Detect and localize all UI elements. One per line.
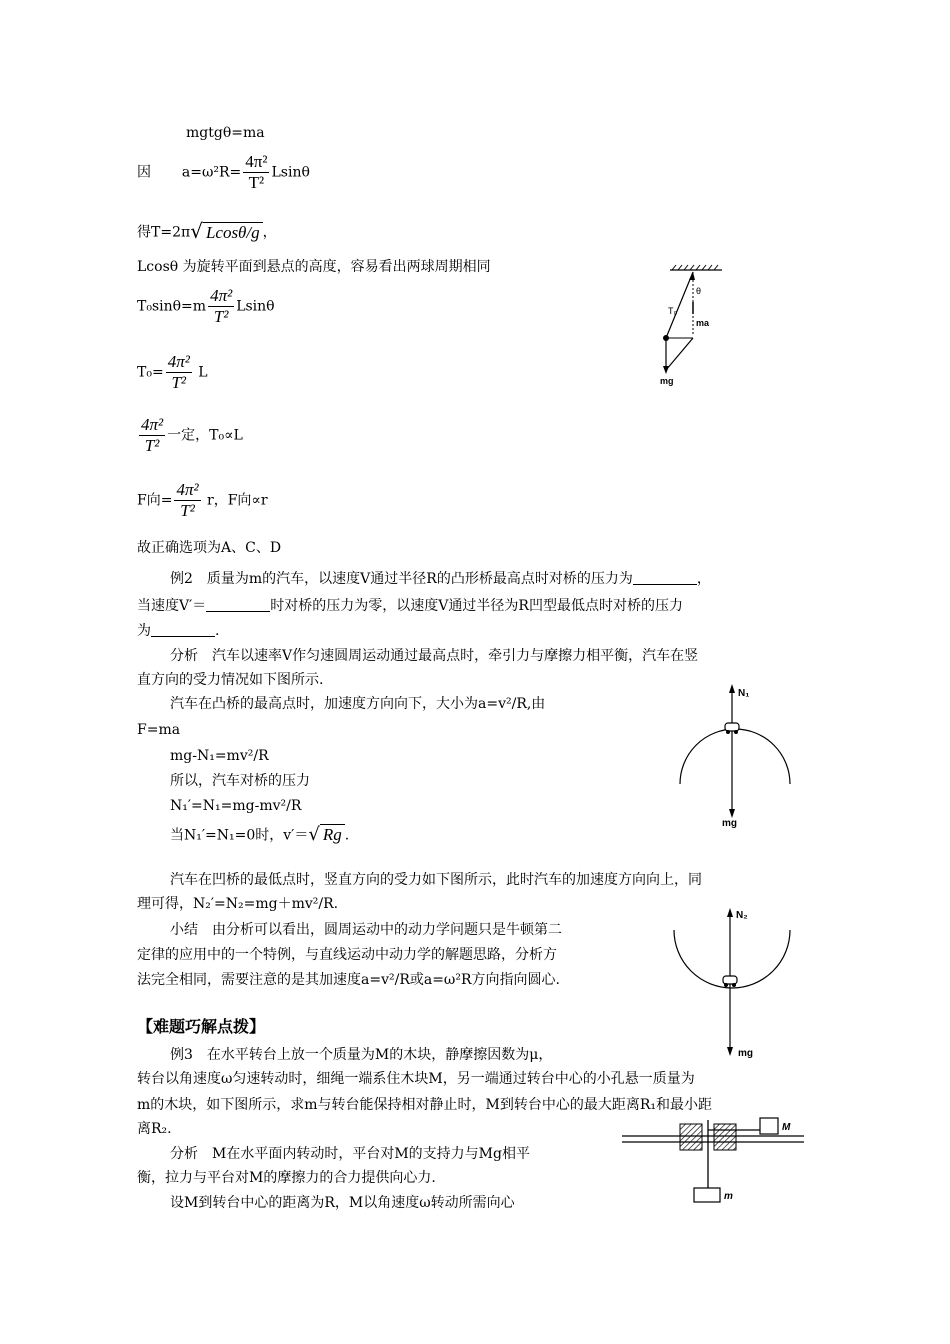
fraction: $\frac{\text{4π²}}{\text{T²}}$ [167, 352, 190, 392]
ex3-line2: 转台以角速度ω匀速转动时，细绳一端系住木块M，另一端通过转台中心的小孔悬一质量为 [137, 1071, 695, 1087]
ex3-analysis-2: 衡，拉力与平台对M的摩擦力的合力提供向心力. [137, 1170, 436, 1186]
eq-force: F向= $\frac{\text{4π²}}{\text{T²}}$ r，F向∝r [137, 480, 268, 520]
fraction: $\frac{\text{4π²}}{\text{T²}}$ [210, 286, 233, 326]
ex2-analysis-2: 直方向的受力情况如下图所示. [137, 672, 324, 688]
ex2-analysis-3: 汽车在凸桥的最高点时，加速度方向向下，大小为a=v²/R,由 [170, 696, 546, 712]
normal-label: N₁ [738, 688, 750, 699]
ex2-line3: 为 . [137, 623, 220, 639]
eq-constant: $\frac{\text{4π²}}{\text{T²}}$ 一定，T₀∝L [141, 415, 243, 455]
ex2-line2: 当速度V′＝ 时对桥的压力为零，以速度V通过半径为R凹型最低点时对桥的压力 [137, 598, 683, 614]
answer-blank [151, 622, 215, 637]
eq-accel-lead: 因 [137, 164, 151, 181]
eq-t0: T₀= $\frac{\text{4π²}}{\text{T²}}$ L [137, 352, 208, 392]
ex3-line3: m的木块，如下图所示，求m与转台能保持相对静止时，M到转台中心的最大距离R₁和最小距 [137, 1097, 713, 1113]
summary-1: 小结 由分析可以看出，圆周运动中的动力学问题只是牛顿第二 [170, 922, 562, 938]
summary-3: 法完全相同，需要注意的是其加速度a=v²/R或a=ω²R方向指向圆心. [137, 972, 560, 988]
ex2-analysis-6: 所以，汽车对桥的压力 [170, 773, 310, 789]
ex3-analysis-1: 分析 M在水平面内转动时，平台对M的支持力与Mg相平 [170, 1146, 530, 1162]
fraction: $\frac{\text{4π²}}{\text{T²}}$ [141, 415, 164, 455]
eq-accel-pre: a=ω²R= [181, 164, 242, 181]
ex3-analysis-3: 设M到转台中心的距离为R，M以角速度ω转动所需向心 [170, 1195, 515, 1211]
ex2-line1: 例2 质量为m的汽车，以速度V通过半径R的凸形桥最高点时对桥的压力为 ， [170, 571, 711, 587]
ex3-line4: 离R₂. [137, 1121, 172, 1137]
concave-bridge-figure [668, 900, 798, 1062]
sqrt-symbol: √ Lcosθ/g [190, 216, 262, 249]
ex2-analysis-8: 当N₁′=N₁=0时，v′＝√ Rg . [170, 822, 349, 848]
eq-height-text: Lcosθ 为旋转平面到悬点的高度，容易看出两球周期相同 [137, 259, 491, 275]
small-mass-label: m [724, 1191, 733, 1202]
normal-label: N₂ [736, 910, 748, 921]
fraction: $\frac{\text{4π²}}{\text{T²}}$ [245, 152, 268, 192]
eq-period: 得T=2π√ Lcosθ/g ， [137, 216, 277, 246]
tension-label: T₀ [668, 306, 678, 316]
ex2-analysis-9: 汽车在凹桥的最低点时，竖直方向的受力如下图所示，此时汽车的加速度方向向上，同 [170, 872, 702, 888]
eq-tan: mgtgθ=ma [186, 125, 265, 141]
weight-label: mg [660, 376, 674, 386]
weight-label: mg [722, 818, 737, 828]
fraction: $\frac{\text{4π²}}{\text{T²}}$ [176, 480, 199, 520]
ex2-analysis-5: mg-N₁=mv²/R [170, 748, 269, 764]
answer-blank [206, 597, 270, 612]
big-mass-label: M [782, 1122, 791, 1133]
sqrt-symbol: √ Rg [308, 822, 344, 849]
eq-accel-post: Lsinθ [271, 164, 310, 181]
ex2-analysis-7: N₁′=N₁=mg-mv²/R [170, 798, 302, 814]
ex2-analysis-1: 分析 汽车以速率V作匀速圆周运动通过最高点时，牵引力与摩擦力相平衡，汽车在竖 [170, 648, 699, 664]
eq-tension: T₀sinθ=m $\frac{\text{4π²}}{\text{T²}}$ Lsinθ [137, 286, 275, 326]
convex-bridge-figure [670, 676, 800, 828]
turntable-figure [618, 1112, 808, 1212]
theta-label: θ [696, 286, 702, 296]
section-heading: 【难题巧解点拨】 [137, 1017, 266, 1036]
weight-label: mg [738, 1048, 753, 1059]
accel-label: ma [696, 318, 710, 328]
eq-accel [137, 152, 310, 193]
ex2-analysis-4: F=ma [137, 722, 181, 738]
pendulum-figure [650, 262, 740, 392]
answer-line: 故正确选项为A、C、D [137, 540, 282, 556]
ex2-analysis-10: 理可得，N₂′=N₂=mg＋mv²/R. [137, 896, 339, 912]
answer-blank [633, 570, 697, 585]
summary-2: 定律的应用中的一个特例，与直线运动中动力学的解题思路，分析方 [137, 947, 557, 963]
ex3-line1: 例3 在水平转台上放一个质量为M的木块，静摩擦因数为μ， [170, 1047, 553, 1063]
